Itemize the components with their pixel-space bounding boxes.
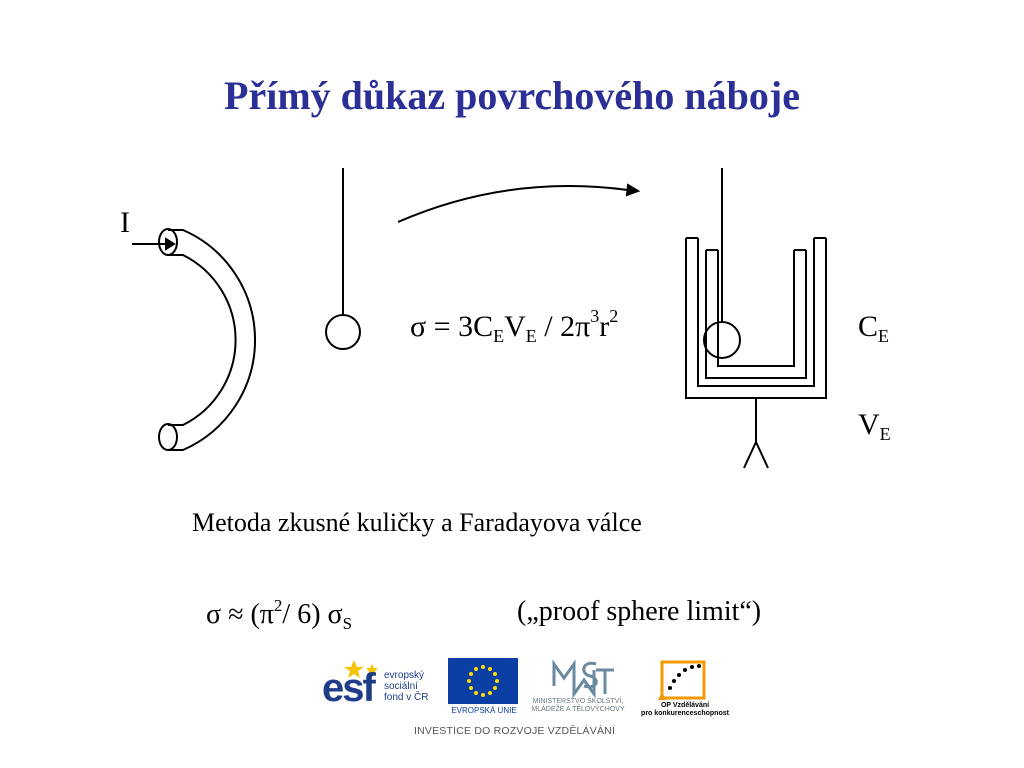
eu-label: EVROPSKÁ UNIE [451, 706, 517, 715]
esf-line-1: evropský [384, 670, 425, 681]
eq-mid: / 6) σ [282, 599, 343, 630]
formula-eq: = 3C [433, 310, 494, 343]
funding-logos [322, 656, 732, 746]
surface-charge-formula [410, 306, 618, 347]
formula-v: V [504, 310, 526, 343]
formula-sub1: E [493, 326, 505, 346]
formula-r: r [599, 310, 610, 343]
eu-flag-icon [448, 658, 518, 704]
msmt-label [520, 698, 636, 714]
eq-sub: S [342, 614, 353, 633]
formula-sup2: 2 [609, 306, 619, 326]
formula-sigma: σ [410, 310, 427, 343]
proof-sphere-left [326, 168, 360, 349]
esf-text [384, 670, 428, 703]
op-line-2: pro konkurenceschopnost [641, 710, 729, 717]
eu-stars-icon [448, 658, 518, 704]
faraday-cup [686, 168, 826, 468]
transfer-arrow [398, 185, 638, 222]
slide-title: Přímý důkaz povrchového náboje [224, 73, 800, 118]
msmt-line-2: MLÁDEŽE A TĚLOVÝCHOVY [531, 706, 625, 713]
esf-wordmark: esf [322, 666, 374, 710]
current-arrow [132, 239, 174, 249]
ve-sub: E [879, 424, 891, 444]
u-tube [159, 229, 255, 450]
eq-sup: 2 [273, 596, 283, 615]
formula-sub2: E [525, 326, 537, 346]
formula-sup: 3 [590, 306, 600, 326]
formula-div: / 2π [536, 310, 591, 343]
limit-equation [206, 596, 352, 634]
msmt-line-1: MINISTERSTVO ŠKOLSTVÍ, [532, 698, 624, 705]
investice-text: INVESTICE DO ROZVOJE VZDĚLÁVÁNÍ [414, 725, 616, 737]
current-label: I [120, 206, 130, 239]
ve-main: V [858, 408, 880, 441]
ce-main: C [858, 310, 879, 343]
eq-lhs: σ ≈ (π [206, 599, 274, 630]
esf-logo [322, 658, 444, 716]
op-label [640, 702, 730, 718]
voltage-label [858, 408, 891, 445]
ce-sub: E [878, 326, 890, 346]
esf-line-2: sociální [384, 681, 418, 692]
esf-line-3: fond v ČR [384, 692, 429, 703]
proof-sphere-limit: („proof sphere limit“) [517, 596, 762, 627]
method-caption: Metoda zkusné kuličky a Faradayova válce [192, 508, 642, 537]
capacitance-label [858, 310, 889, 347]
op-line-1: OP Vzdělávání [660, 702, 710, 709]
